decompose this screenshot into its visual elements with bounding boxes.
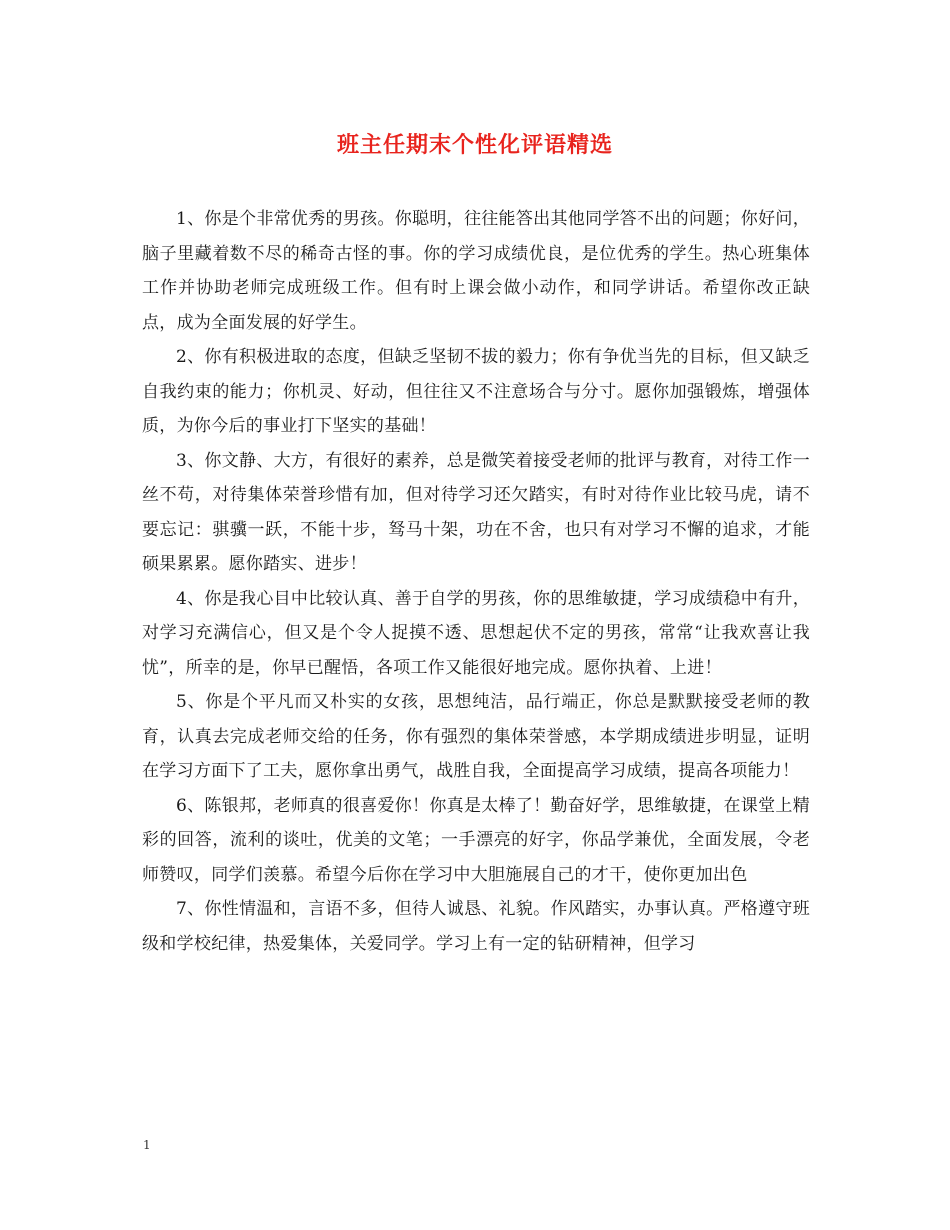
comment-paragraph-1: 1、你是个非常优秀的男孩。你聪明，往往能答出其他同学答不出的问题；你好问，脑子里藏着数不尽的稀奇古怪的事。你的学习成绩优良，是位优秀的学生。热心班集体工作并协助老师完成班级工作。但有时上课会做小动作，和同学讲话。希望你改正缺点，成为全面发展的好学生。 <box>142 209 810 333</box>
document-body <box>142 202 810 961</box>
document-title: 班主任期末个性化评语精选 <box>336 132 613 158</box>
comment-paragraph-4: 4、你是我心目中比较认真、善于自学的男孩，你的思维敏捷，学习成绩稳中有升，对学习充满信心，但又是个令人捉摸不透、思想起伏不定的男孩，常常“让我欢喜让我忧”，所幸的是，你早已醒悟，各项工作又能很好地完成。愿你执着、上进！ <box>142 588 810 678</box>
comment-paragraph-6: 6、陈银邦，老师真的很喜爱你！你真是太棒了！勤奋好学，思维敏捷，在课堂上精彩的回答，流利的谈吐，优美的文笔；一手漂亮的好字，你品学兼优，全面发展，令老师赞叹，同学们羡慕。希望今后你在学习中大胆施展自己的才干，使你更加出色 <box>142 795 810 885</box>
comment-paragraph-7: 7、你性情温和，言语不多，但待人诚恳、礼貌。作风踏实，办事认真。严格遵守班级和学校纪律，热爱集体，关爱同学。学习上有一定的钻研精神，但学习 <box>142 899 810 954</box>
page-number: 1 <box>143 1138 151 1152</box>
comment-paragraph-5: 5、你是个平凡而又朴实的女孩，思想纯洁，品行端正，你总是默默接受老师的教育，认真去完成老师交给的任务，你有强烈的集体荣誉感，本学期成绩进步明显，证明在学习方面下了工夫，愿你拿出勇气，战胜自我，全面提高学习成绩，提高各项能力！ <box>142 692 810 781</box>
comment-paragraph-3: 3、你文静、大方，有很好的素养，总是微笑着接受老师的批评与教育，对待工作一丝不苟，对待集体荣誉珍惜有加，但对待学习还欠踏实，有时对待作业比较马虎，请不要忘记：骐骥一跃，不能十步，驽马十架，功在不舍，也只有对学习不懈的追求，才能硕果累累。愿你踏实、进步！ <box>142 450 810 574</box>
comment-paragraph-2: 2、你有积极进取的态度，但缺乏坚韧不拔的毅力；你有争优当先的目标，但又缺乏自我约束的能力；你机灵、好动，但往往又不注意场合与分寸。愿你加强锻炼，增强体质，为你今后的事业打下坚实的基础！ <box>142 347 810 436</box>
